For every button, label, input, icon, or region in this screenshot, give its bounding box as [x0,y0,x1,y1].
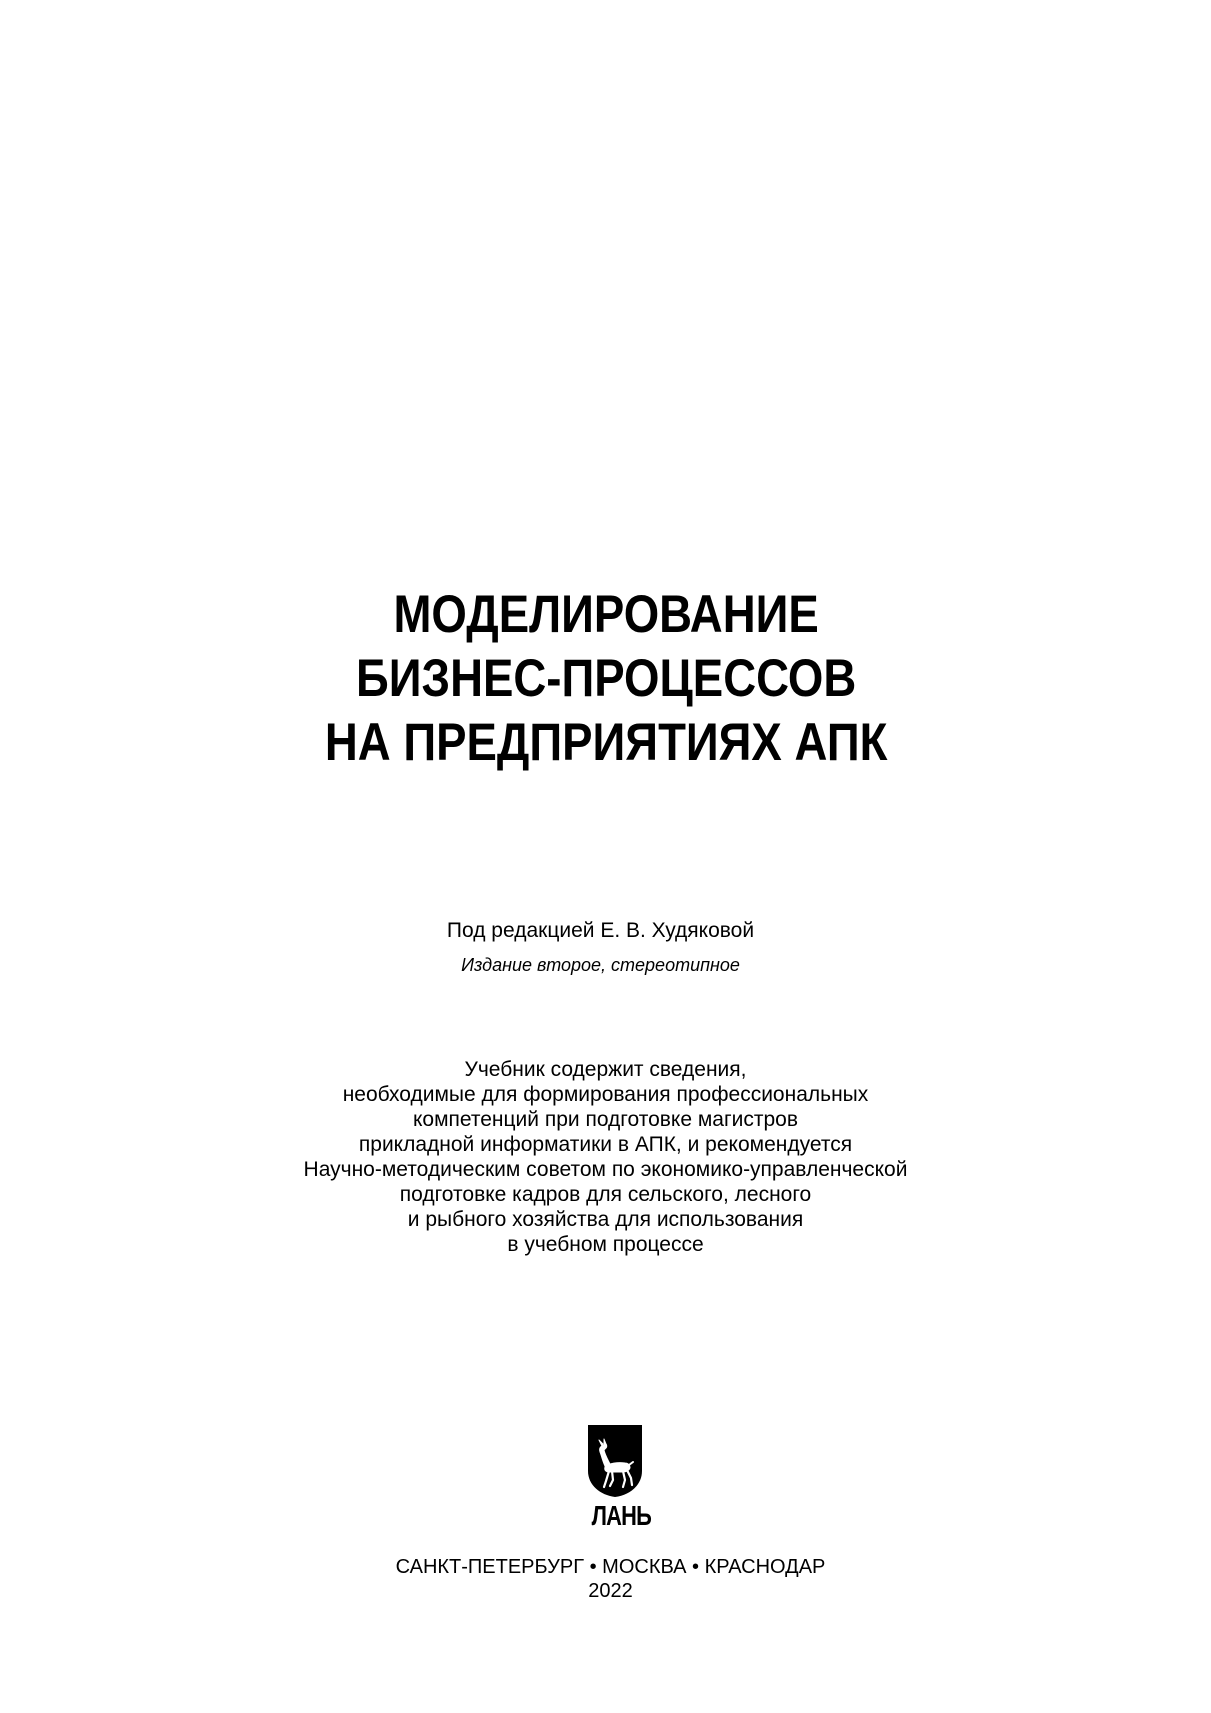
annotation-line-3: компетенций при подготовке магистров [412,1108,799,1131]
book-title-line-3: НА ПРЕДПРИЯТИЯХ АПК [324,713,888,772]
editor-block [0,918,1211,978]
publisher-logo [585,1423,652,1543]
book-title-line-2: БИЗНЕС-ПРОЦЕССОВ [355,649,857,708]
annotation-line-2: необходимые для формирования профессиональных [342,1083,869,1106]
annotation-line-4: прикладной информатики в АПК, и рекомендуется [358,1133,853,1156]
edition-note: Издание второе, стереотипное [461,955,740,975]
imprint-year: 2022 [588,1580,633,1602]
book-title-line-1: МОДЕЛИРОВАНИЕ [393,585,819,644]
annotation-line-6: подготовке кадров для сельского, лесного [399,1183,812,1206]
editor-credit: Под редакцией Е. В. Худяковой [446,919,755,942]
publisher-name: ЛАНЬ [591,1500,652,1531]
annotation-line-1: Учебник содержит сведения, [464,1058,747,1081]
doe-shield-icon [585,1423,645,1499]
imprint-cities: САНКТ-ПЕТЕРБУРГ • МОСКВА • КРАСНОДАР [395,1556,826,1578]
annotation-line-7: и рыбного хозяйства для использования [407,1208,804,1231]
book-title [85,583,1126,775]
annotation-line-5: Научно-методическим советом по экономико-управленческой [303,1158,908,1181]
imprint-block [0,1555,1211,1603]
annotation-block [0,1057,1211,1257]
annotation-line-8: в учебном процессе [507,1233,704,1256]
